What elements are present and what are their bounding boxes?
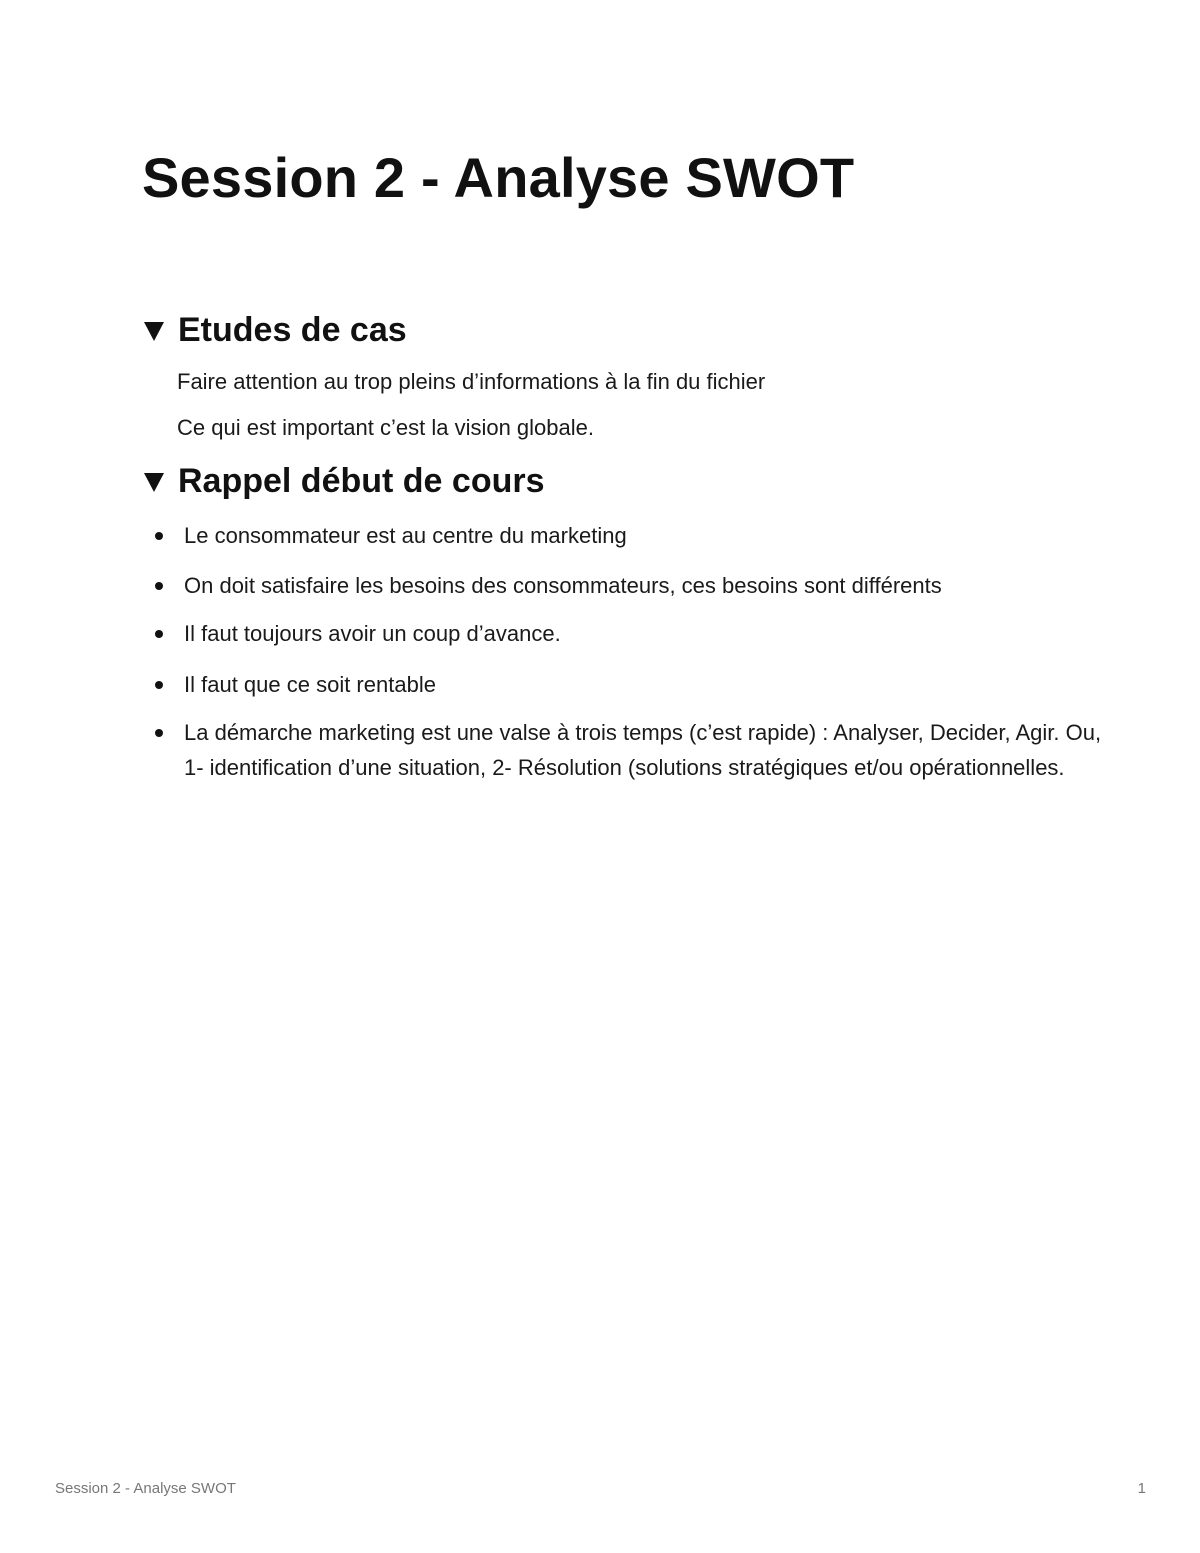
list-item-text: Il faut que ce soit rentable [184, 672, 436, 697]
paragraph: Faire attention au trop pleins d’informations à la fin du fichier [177, 369, 766, 394]
toggle-header-rappel[interactable] [142, 458, 1102, 504]
list-item-text: La démarche marketing est une valse à trois temps (c’est rapide) : Analyser, Decider, Agir. Ou, 1- identification d’une situation, 2- Résolution (solutions stratégiques et/ou opérationnelles. [184, 720, 1102, 780]
bullet-dot-icon [155, 681, 163, 689]
toggle-header-etudes-de-cas[interactable] [142, 307, 1102, 353]
toggle-body [142, 366, 1102, 443]
list-item [142, 568, 1102, 603]
list-item [142, 616, 1102, 651]
footer-title: Session 2 - Analyse SWOT [55, 1480, 236, 1497]
list-item [142, 518, 1102, 553]
list-item [142, 715, 1102, 785]
list-item-text: On doit satisfaire les besoins des consommateurs, ces besoins sont différents [184, 573, 942, 598]
triangle-down-icon[interactable] [144, 473, 164, 492]
triangle-down-icon[interactable] [144, 322, 164, 341]
bullet-dot-icon [155, 582, 163, 590]
page-title: Session 2 - Analyse SWOT [142, 146, 855, 209]
list-item-text: Le consommateur est au centre du marketing [184, 523, 627, 548]
bullet-dot-icon [155, 630, 163, 638]
toggle-etudes-de-cas [142, 307, 1102, 443]
list-item-text: Il faut toujours avoir un coup d’avance. [184, 621, 561, 646]
paragraph: Ce qui est important c’est la vision globale. [177, 415, 594, 440]
bullet-dot-icon [155, 729, 163, 737]
footer-page-number: 1 [1137, 1480, 1146, 1497]
toggle-rappel-debut-de-cours [142, 458, 1102, 785]
section-heading: Etudes de cas [178, 311, 407, 349]
list-item [142, 667, 1102, 702]
bullet-dot-icon [155, 532, 163, 540]
section-heading: Rappel début de cours [178, 462, 545, 500]
bullet-list [142, 518, 1102, 785]
